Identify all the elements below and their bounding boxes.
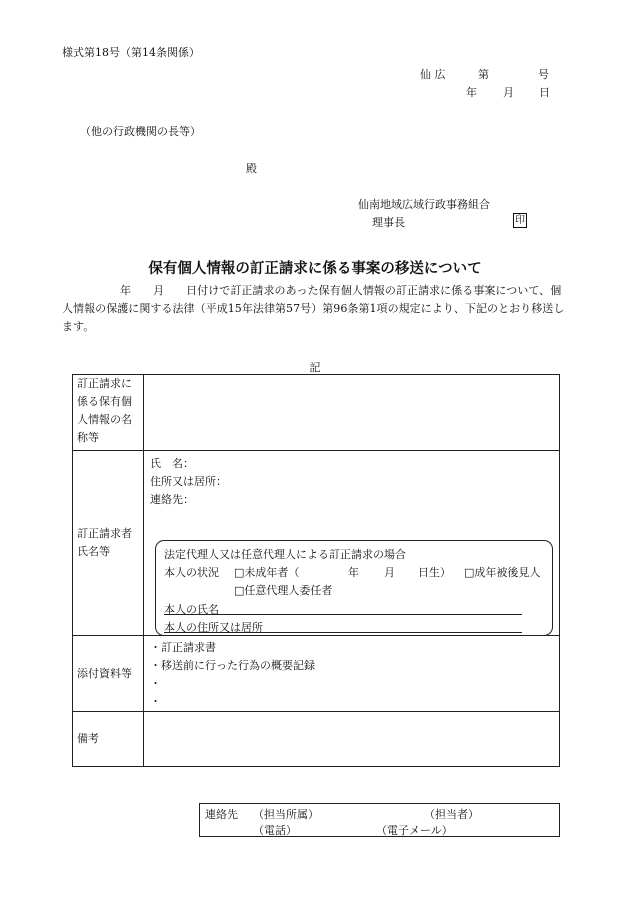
sender-title: 理事長 bbox=[372, 216, 405, 229]
ki-heading: 記 bbox=[309, 361, 321, 374]
transfer-table bbox=[72, 374, 560, 767]
minor-birth-month: 月 bbox=[384, 566, 395, 579]
body-text: 日付けで訂正請求のあった保有個人情報の訂正請求に係る事案について、個人情報の保護に関する法律（平成15年法律第57号）第96条第1項の規定により、下記のとおり移送します。 bbox=[62, 284, 565, 333]
minor-birth-year: 年 bbox=[348, 566, 359, 579]
requester-name: 氏 名： bbox=[150, 457, 194, 470]
body-year: 年 bbox=[120, 284, 132, 297]
person-address-label: 本人の住所又は居所 bbox=[164, 621, 263, 634]
info-name-label: 訂正請求に係る保有個人情報の名称等 bbox=[77, 377, 132, 444]
body-month: 月 bbox=[153, 284, 165, 297]
sender-organization: 仙南地域広域行政事務組合 bbox=[358, 198, 490, 211]
person-address-line bbox=[164, 619, 522, 633]
proxy-section bbox=[155, 540, 553, 636]
date-month: 月 bbox=[503, 86, 514, 99]
remarks-label: 備考 bbox=[77, 732, 99, 745]
ref-office: 仙 広 bbox=[420, 68, 446, 81]
recipient: （他の行政機関の長等） bbox=[80, 125, 201, 138]
column-divider bbox=[143, 375, 144, 766]
proxy-heading: 法定代理人又は任意代理人による訂正請求の場合 bbox=[164, 548, 406, 561]
person-name-line bbox=[164, 601, 522, 615]
document-title: 保有個人情報の訂正請求に係る事案の移送について bbox=[148, 261, 482, 277]
seal-mark: 印 bbox=[515, 215, 525, 226]
ref-go: 号 bbox=[538, 68, 549, 81]
attachment-item: ・移送前に行った行為の概要記録 bbox=[150, 659, 315, 672]
requester-label: 訂正請求者氏名等 bbox=[77, 527, 132, 558]
contact-email: （電子メール） bbox=[376, 824, 453, 837]
body-paragraph bbox=[62, 282, 570, 336]
row-divider bbox=[73, 711, 559, 712]
minor-checkbox[interactable]: □未成年者（ bbox=[234, 566, 300, 579]
delegator-checkbox[interactable]: □任意代理人委任者 bbox=[234, 584, 333, 597]
contact-dept: （担当所属） bbox=[253, 808, 319, 821]
date-year: 年 bbox=[466, 86, 477, 99]
attachment-item: ・ bbox=[150, 677, 161, 690]
minor-birth-day: 日生） bbox=[418, 566, 451, 579]
requester-contact: 連絡先： bbox=[150, 493, 194, 506]
honorific: 殿 bbox=[246, 162, 257, 175]
status-label: 本人の状況 bbox=[164, 566, 219, 579]
attachment-item: ・訂正請求書 bbox=[150, 641, 216, 654]
attachments-label: 添付資料等 bbox=[77, 667, 132, 680]
form-number: 様式第18号（第14条関係） bbox=[62, 46, 200, 59]
row-divider bbox=[73, 450, 559, 451]
contact-label: 連絡先 bbox=[205, 808, 238, 821]
adult-ward-checkbox[interactable]: □成年被後見人 bbox=[464, 566, 541, 579]
contact-box bbox=[199, 803, 560, 837]
ref-dai: 第 bbox=[478, 68, 489, 81]
person-name-label: 本人の氏名 bbox=[164, 603, 219, 616]
contact-person: （担当者） bbox=[424, 808, 479, 821]
attachment-item: ・ bbox=[150, 695, 161, 708]
contact-phone: （電話） bbox=[253, 824, 297, 837]
requester-address: 住所又は居所： bbox=[150, 475, 227, 488]
date-day: 日 bbox=[539, 86, 550, 99]
